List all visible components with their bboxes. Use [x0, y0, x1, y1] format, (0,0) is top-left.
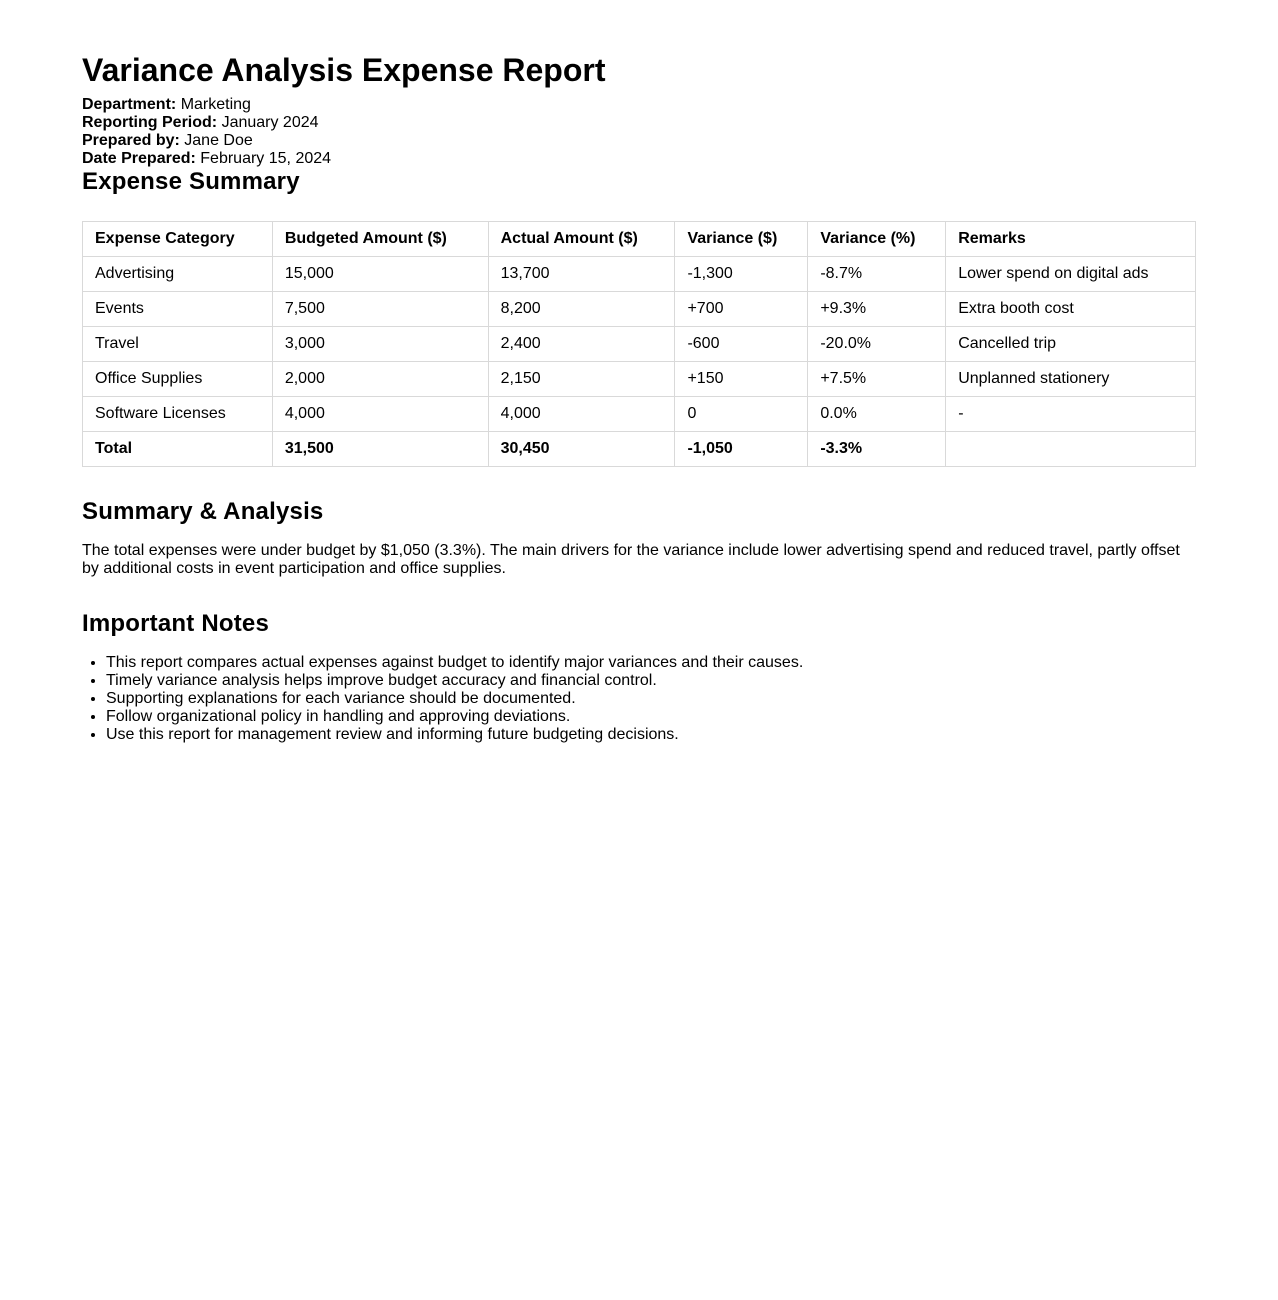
expense-table: [82, 221, 1196, 467]
table-cell: 0: [675, 397, 808, 432]
meta-label: Date Prepared:: [82, 150, 196, 167]
meta-label: Department:: [82, 96, 177, 113]
table-cell: -1,050: [675, 432, 808, 467]
list-item: • Timely variance analysis helps improve budget accuracy and financial control.: [106, 672, 803, 690]
table-cell: Software Licenses: [83, 397, 273, 432]
table-cell: 2,400: [488, 327, 675, 362]
table-cell: [946, 432, 1196, 467]
table-row: [83, 397, 1196, 432]
table-cell: -8.7%: [808, 257, 946, 292]
table-cell: Events: [83, 292, 273, 327]
list-item: • Use this report for management review and informing future budgeting decisions.: [106, 726, 803, 744]
meta-prepared-by: [82, 132, 331, 150]
table-cell: -: [946, 397, 1196, 432]
table-cell: 4,000: [272, 397, 488, 432]
meta-reporting-period: [82, 114, 331, 132]
column-header: Actual Amount ($): [488, 222, 675, 257]
summary-analysis-heading: Summary & Analysis: [82, 498, 324, 525]
table-cell: +150: [675, 362, 808, 397]
column-header: Remarks: [946, 222, 1196, 257]
list-item: • Supporting explanations for each variance should be documented.: [106, 690, 803, 708]
report-title: Variance Analysis Expense Report: [82, 52, 606, 88]
table-row: [83, 327, 1196, 362]
meta-department: [82, 96, 331, 114]
table-cell: Total: [83, 432, 273, 467]
list-item: • This report compares actual expenses against budget to identify major variances and their causes.: [106, 654, 803, 672]
table-cell: 8,200: [488, 292, 675, 327]
column-header: Variance ($): [675, 222, 808, 257]
table-cell: +700: [675, 292, 808, 327]
table-cell: Lower spend on digital ads: [946, 257, 1196, 292]
table-cell: 13,700: [488, 257, 675, 292]
table-row: [83, 292, 1196, 327]
table-cell: 2,150: [488, 362, 675, 397]
table-cell: +9.3%: [808, 292, 946, 327]
table-cell: Office Supplies: [83, 362, 273, 397]
table-cell: +7.5%: [808, 362, 946, 397]
meta-value: January 2024: [221, 114, 319, 131]
table-row: [83, 257, 1196, 292]
table-cell: -600: [675, 327, 808, 362]
table-row: [83, 362, 1196, 397]
table-cell: 7,500: [272, 292, 488, 327]
analysis-paragraph: The total expenses were under budget by $1,050 (3.3%). The main drivers for the variance include lower advertising spend and reduced travel, partly offset by additional costs in event participation and office supplies.: [82, 542, 1180, 577]
table-cell: 4,000: [488, 397, 675, 432]
table-cell: Extra booth cost: [946, 292, 1196, 327]
important-notes-heading: Important Notes: [82, 610, 270, 637]
table-cell: 30,450: [488, 432, 675, 467]
column-header: Expense Category: [83, 222, 273, 257]
column-header: Variance (%): [808, 222, 946, 257]
list-item: • Follow organizational policy in handling and approving deviations.: [106, 708, 803, 726]
table-cell: Unplanned stationery: [946, 362, 1196, 397]
table-cell: 15,000: [272, 257, 488, 292]
table-total-row: [83, 432, 1196, 467]
report-meta: [82, 96, 331, 168]
table-cell: 2,000: [272, 362, 488, 397]
table-cell: 3,000: [272, 327, 488, 362]
notes-list: [82, 654, 803, 744]
table-cell: 31,500: [272, 432, 488, 467]
table-header-row: [83, 222, 1196, 257]
meta-date-prepared: [82, 150, 331, 168]
table-cell: -3.3%: [808, 432, 946, 467]
table-cell: Cancelled trip: [946, 327, 1196, 362]
table-cell: -1,300: [675, 257, 808, 292]
column-header: Budgeted Amount ($): [272, 222, 488, 257]
table-cell: -20.0%: [808, 327, 946, 362]
table-cell: 0.0%: [808, 397, 946, 432]
table-cell: Travel: [83, 327, 273, 362]
meta-value: Marketing: [180, 96, 251, 113]
meta-label: Prepared by:: [82, 132, 180, 149]
meta-value: Jane Doe: [184, 132, 253, 149]
table-cell: Advertising: [83, 257, 273, 292]
meta-label: Reporting Period:: [82, 114, 218, 131]
meta-value: February 15, 2024: [200, 150, 332, 167]
expense-summary-heading: Expense Summary: [82, 168, 300, 195]
